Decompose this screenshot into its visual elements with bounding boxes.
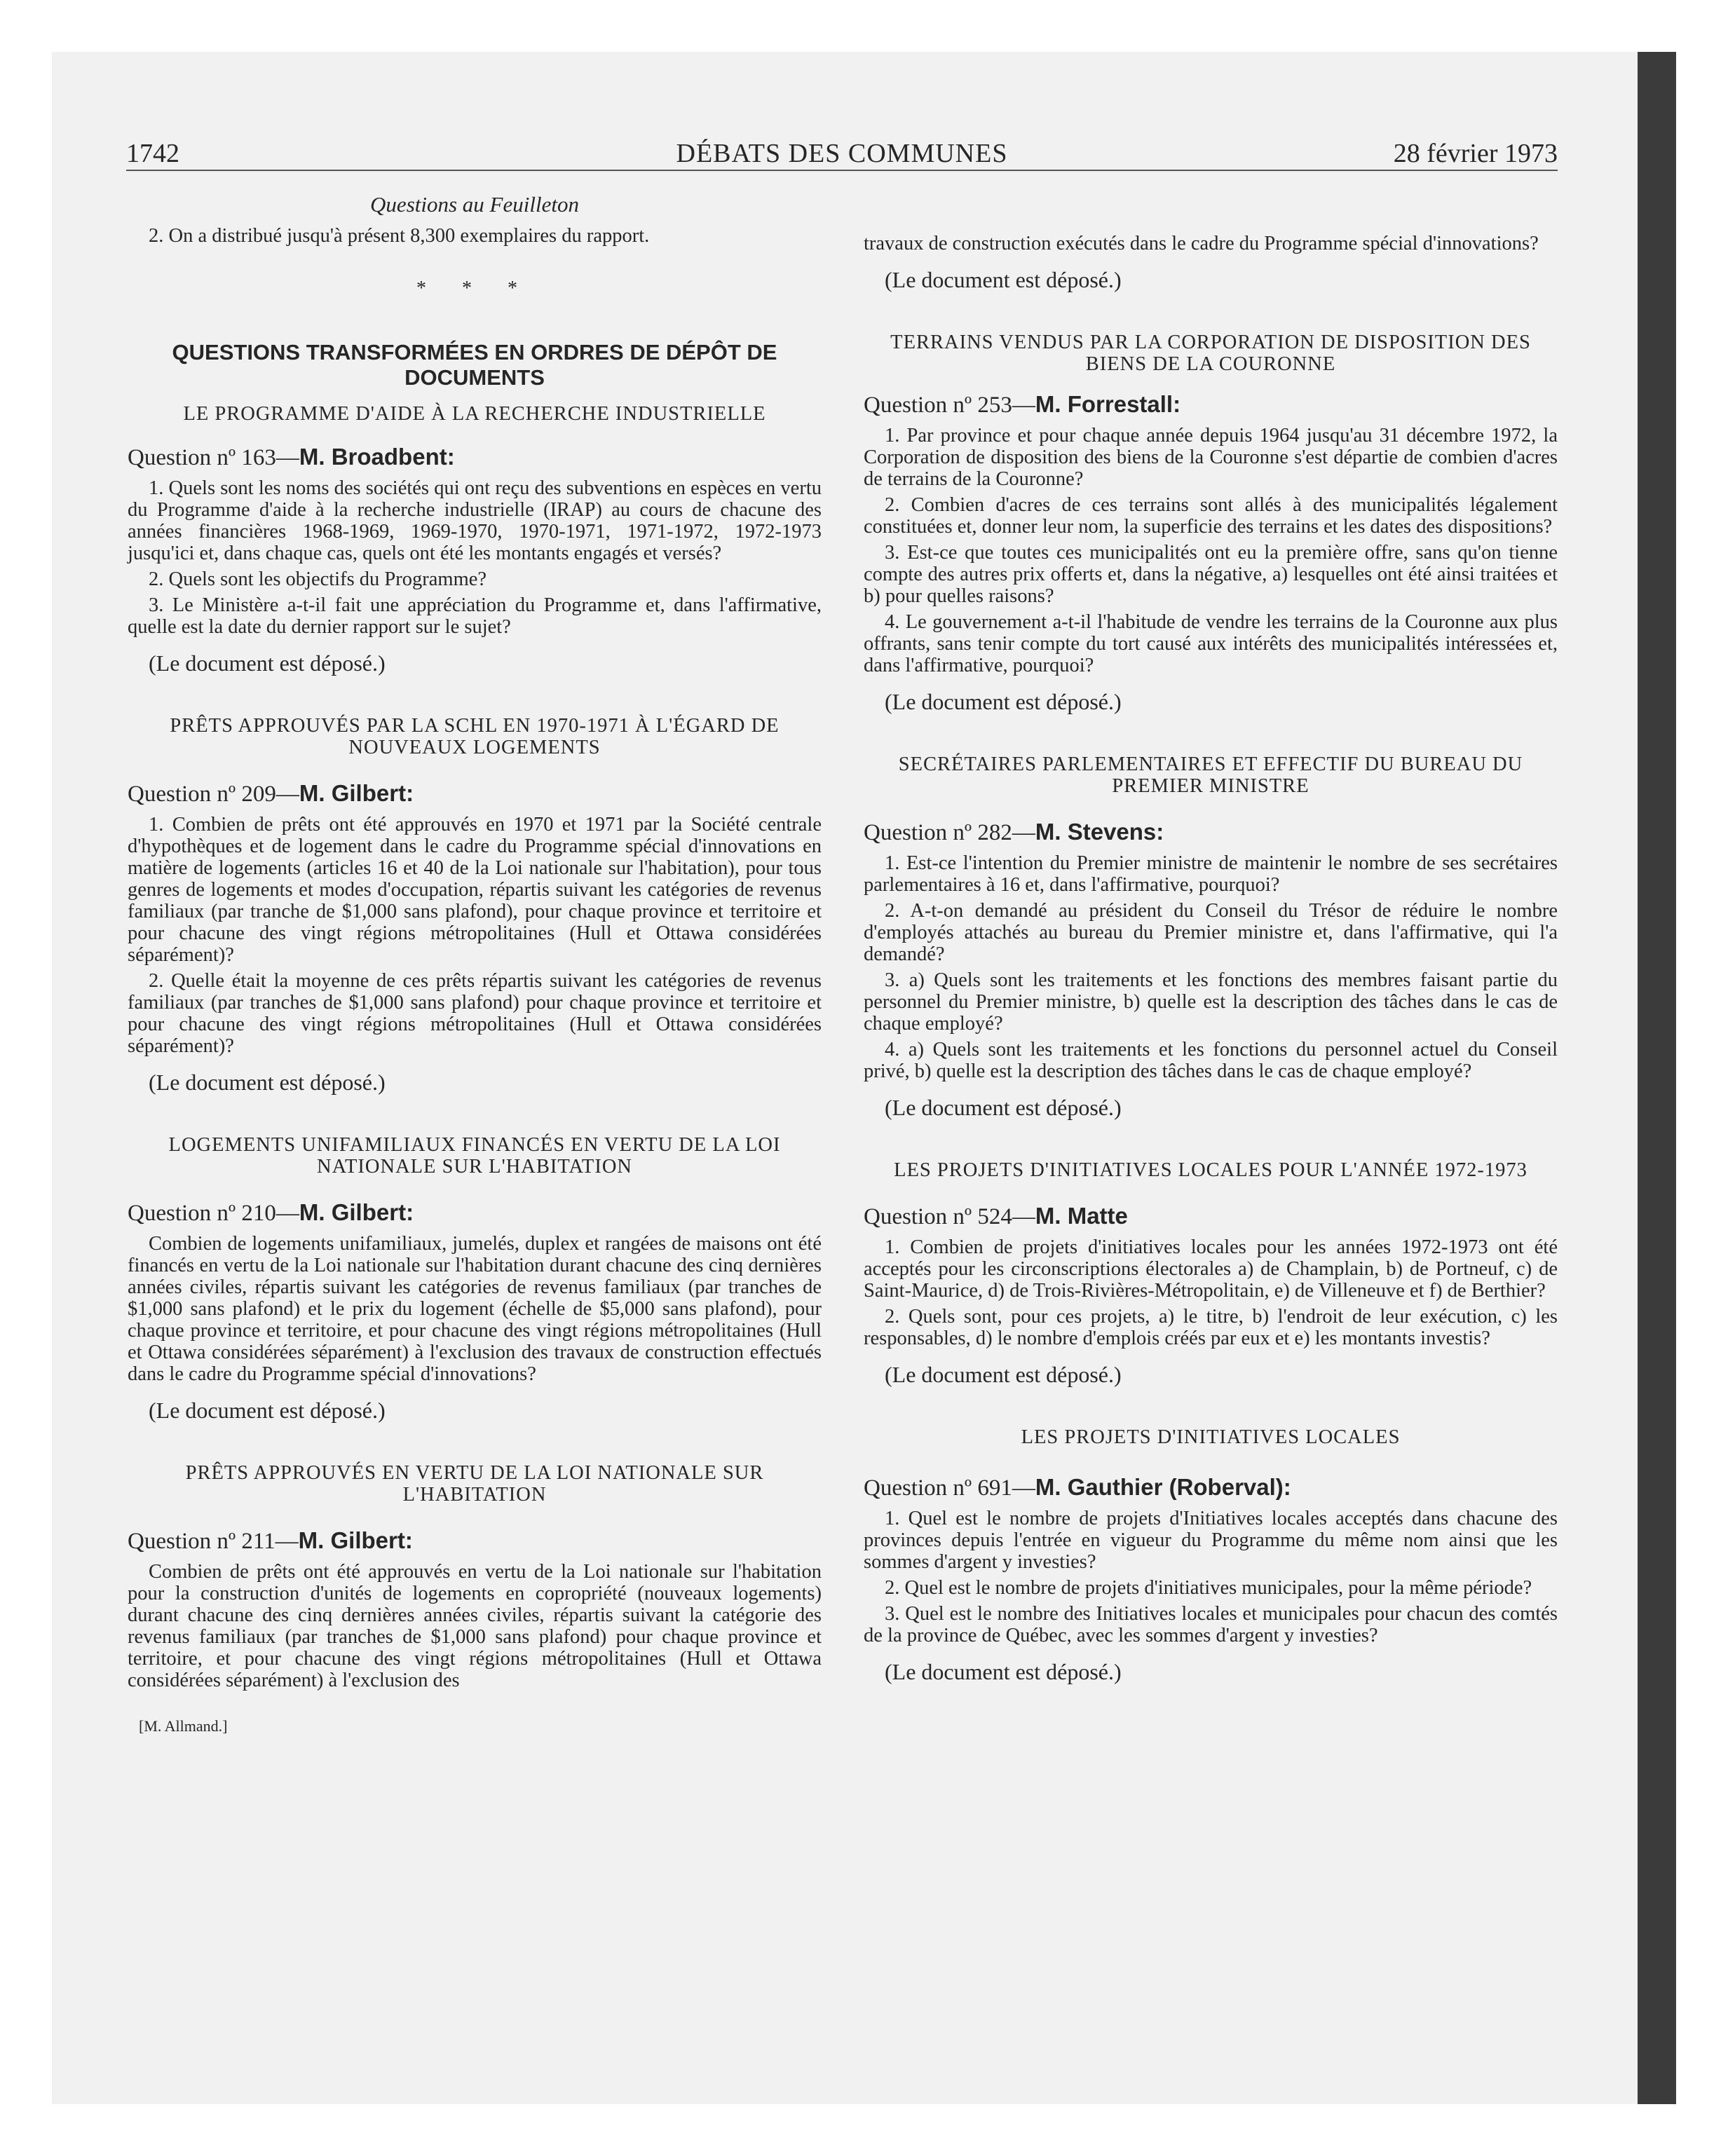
paragraph: 4. a) Quels sont les traitements et les fonctions du personnel actuel du Conseil privé, b) quelle est la description des tâches dans le cas de chaque employé? — [864, 1039, 1558, 1082]
question-number: Question nº 253— — [864, 393, 1035, 418]
section-separator: * * * — [416, 278, 533, 299]
paragraph: Combien de logements unifamiliaux, jumelés, duplex et rangées de maisons ont été financés en vertu de la Loi nationale sur l'habitation durant chacune des cinq dernières années civiles, répartis suivant les catégories de revenus familiaux (par tranches de $1,000 sans plafond) et le prix du logement (échelle de $5,000 sans plafond), pour chaque province et territoire, et pour chacune des vingt régions métropolitaines (Hull et Ottawa considérées séparément) à l'exclusion des travaux de construction effectués dans le cadre du Programme spécial d'innovations? — [128, 1233, 822, 1385]
question-number: Question nº 211— — [128, 1529, 299, 1554]
paragraph: 2. Quels sont, pour ces projets, a) le titre, b) l'endroit de leur exécution, c) les responsables, d) le nombre d'emplois créés par eux et e) les montants investis? — [864, 1306, 1558, 1349]
question-line — [128, 443, 822, 472]
section-title: LOGEMENTS UNIFAMILIAUX FINANCÉS EN VERTU DE LA LOI NATIONALE SUR L'HABITATION — [168, 1134, 781, 1178]
paragraph: 1. Combien de prêts ont été approuvés en 1970 et 1971 par la Société centrale d'hypothèques et de logement dans le cadre du Programme spécial d'innovations en matière de logements (articles 16 et 40 de la Loi nationale sur l'habitation), pour tous genres de logements et modes d'occupation, répartis suivant les catégories de revenus familiaux (par tranche de $1,000 sans plafond), pour chaque province et territoire et pour chacune des vingt régions métropolitaines (Hull et Ottawa considérées séparément)? — [128, 814, 822, 966]
paragraph: 2. Quelle était la moyenne de ces prêts répartis suivant les catégories de revenus familiaux (par tranches de $1,000 sans plafond) pour chaque province et territoire et pour chacune des vingt régions métropolitaines (Hull et Ottawa considérées séparément)? — [128, 970, 822, 1057]
running-title: Questions au Feuilleton — [370, 192, 579, 217]
tabled-note: (Le document est déposé.) — [885, 689, 1122, 714]
question-line — [128, 1199, 822, 1227]
paragraph: 2. On a distribué jusqu'à présent 8,300 exemplaires du rapport. — [149, 225, 650, 247]
question-number: Question nº 210— — [128, 1201, 299, 1226]
tabled-note: (Le document est déposé.) — [149, 650, 386, 676]
tabled-note: (Le document est déposé.) — [885, 1095, 1122, 1120]
member-name: M. Gilbert: — [299, 780, 414, 806]
member-name: M. Gauthier (Roberval): — [1035, 1474, 1291, 1500]
section-title: LES PROJETS D'INITIATIVES LOCALES — [1021, 1426, 1401, 1448]
paragraph: travaux de construction exécutés dans le cadre du Programme spécial d'innovations? — [864, 233, 1539, 254]
paragraph: 1. Combien de projets d'initiatives locales pour les années 1972-1973 ont été acceptés pour les circonscriptions électorales a) de Champlain, b) de Portneuf, c) de Saint-Maurice, d) de Trois-Rivières-Métropolitain, e) de Villeneuve et f) de Berthier? — [864, 1236, 1558, 1302]
tabled-note: (Le document est déposé.) — [885, 267, 1122, 292]
scan-edge — [1638, 52, 1676, 2104]
page-header — [126, 137, 1558, 171]
publication-title: DÉBATS DES COMMUNES — [676, 139, 1008, 168]
member-name: M. Gilbert: — [299, 1199, 414, 1225]
question-line — [128, 1527, 822, 1555]
main-heading: QUESTIONS TRANSFORMÉES EN ORDRES DE DÉPÔT DE DOCUMENTS — [172, 340, 777, 390]
member-name: M. Gilbert: — [298, 1527, 413, 1553]
question-number: Question nº 282— — [864, 820, 1035, 845]
tabled-note: (Le document est déposé.) — [885, 1362, 1122, 1387]
question-number: Question nº 163— — [128, 445, 299, 470]
question-number: Question nº 691— — [864, 1475, 1035, 1501]
question-line — [864, 818, 1558, 847]
paragraph: 3. a) Quels sont les traitements et les fonctions des membres faisant partie du personnel du Premier ministre, b) quelle est la description des tâches dans le cas de chaque employé? — [864, 969, 1558, 1035]
section-title: TERRAINS VENDUS PAR LA CORPORATION DE DISPOSITION DES BIENS DE LA COURONNE — [890, 332, 1531, 375]
paragraph: Combien de prêts ont été approuvés en vertu de la Loi nationale sur l'habitation pour la construction d'unités de logements en copropriété (nouveaux logements) durant chacune des cinq dernières années civiles, répartis suivant la catégorie des revenus familiaux (par tranches de $1,000 sans plafond) pour chaque province et territoire, et pour chacune des vingt régions métropolitaines (Hull et Ottawa considérées séparément) à l'exclusion des — [128, 1561, 822, 1691]
left-column — [128, 189, 822, 1737]
section-title: PRÊTS APPROUVÉS EN VERTU DE LA LOI NATIONALE SUR L'HABITATION — [185, 1462, 764, 1506]
paragraph: 1. Par province et pour chaque année depuis 1964 jusqu'au 31 décembre 1972, la Corporation de disposition des biens de la Couronne s'est départie de combien d'acres de terrains de la Couronne? — [864, 425, 1558, 490]
paragraph: 2. Quels sont les objectifs du Programme? — [149, 568, 487, 590]
member-name: M. Forrestall: — [1035, 391, 1181, 417]
paragraph: 1. Quel est le nombre de projets d'Initiatives locales acceptés dans chacune des provinces depuis l'entrée en vigueur du Programme du même nom ainsi que les sommes d'argent y investies? — [864, 1508, 1558, 1573]
question-number: Question nº 524— — [864, 1204, 1035, 1229]
footer-speaker: [M. Allmand.] — [139, 1717, 228, 1735]
question-line — [128, 779, 822, 808]
question-line — [864, 1202, 1558, 1231]
tabled-note: (Le document est déposé.) — [149, 1070, 386, 1095]
page-number: 1742 — [126, 139, 179, 168]
right-column — [864, 189, 1558, 1724]
tabled-note: (Le document est déposé.) — [149, 1398, 386, 1423]
page-date: 28 février 1973 — [1393, 139, 1558, 168]
tabled-note: (Le document est déposé.) — [885, 1659, 1122, 1684]
section-title: LES PROJETS D'INITIATIVES LOCALES POUR L'ANNÉE 1972-1973 — [894, 1159, 1528, 1181]
section-title: PRÊTS APPROUVÉS PAR LA SCHL EN 1970-1971 À L'ÉGARD DE NOUVEAUX LOGEMENTS — [170, 715, 780, 758]
paragraph: 2. A-t-on demandé au président du Conseil du Trésor de réduire le nombre d'employés attachés au bureau du Premier ministre et, dans l'affirmative, qui l'a demandé? — [864, 900, 1558, 965]
paragraph: 4. Le gouvernement a-t-il l'habitude de vendre les terrains de la Couronne aux plus offrants, sans tenir compte du tort causé aux intérêts des municipalités intéressées et, dans l'affirmative, pourquoi? — [864, 611, 1558, 676]
question-line — [864, 1473, 1558, 1502]
paragraph: 2. Combien d'acres de ces terrains sont allés à des municipalités légalement constituées et, donner leur nom, la superficie des terrains et les dates des dispositions? — [864, 494, 1558, 538]
question-number: Question nº 209— — [128, 782, 299, 807]
paragraph: 2. Quel est le nombre de projets d'initiatives municipales, pour la même période? — [885, 1577, 1532, 1599]
section-title: SECRÉTAIRES PARLEMENTAIRES ET EFFECTIF DU BUREAU DU PREMIER MINISTRE — [898, 753, 1523, 797]
paragraph: 3. Le Ministère a-t-il fait une appréciation du Programme et, dans l'affirmative, quelle est la date du dernier rapport sur le sujet? — [128, 594, 822, 638]
section-title: LE PROGRAMME D'AIDE À LA RECHERCHE INDUSTRIELLE — [183, 403, 766, 425]
question-line — [864, 390, 1558, 419]
member-name: M. Stevens: — [1035, 819, 1164, 845]
member-name: M. Matte — [1035, 1203, 1128, 1229]
paragraph: 3. Quel est le nombre des Initiatives locales et municipales pour chacun des comtés de la province de Québec, avec les sommes d'argent y investies? — [864, 1603, 1558, 1646]
paragraph: 3. Est-ce que toutes ces municipalités ont eu la première offre, sans qu'on tienne compte des autres prix offerts et, dans la négative, a) lesquelles ont été ainsi traitées et b) pour quelles raisons? — [864, 542, 1558, 607]
member-name: M. Broadbent: — [299, 444, 455, 470]
paragraph: 1. Est-ce l'intention du Premier ministre de maintenir le nombre de ses secrétaires parlementaires à 16 et, dans l'affirmative, pourquoi? — [864, 852, 1558, 896]
paragraph: 1. Quels sont les noms des sociétés qui ont reçu des subventions en espèces en vertu du Programme d'aide à la recherche industrielle (IRAP) au cours de chacune des années financières 1968-1969, 1969-1970, 1970-1971, 1971-1972, 1972-1973 jusqu'ici et, dans chaque cas, quels ont été les montants engagés et versés? — [128, 477, 822, 564]
